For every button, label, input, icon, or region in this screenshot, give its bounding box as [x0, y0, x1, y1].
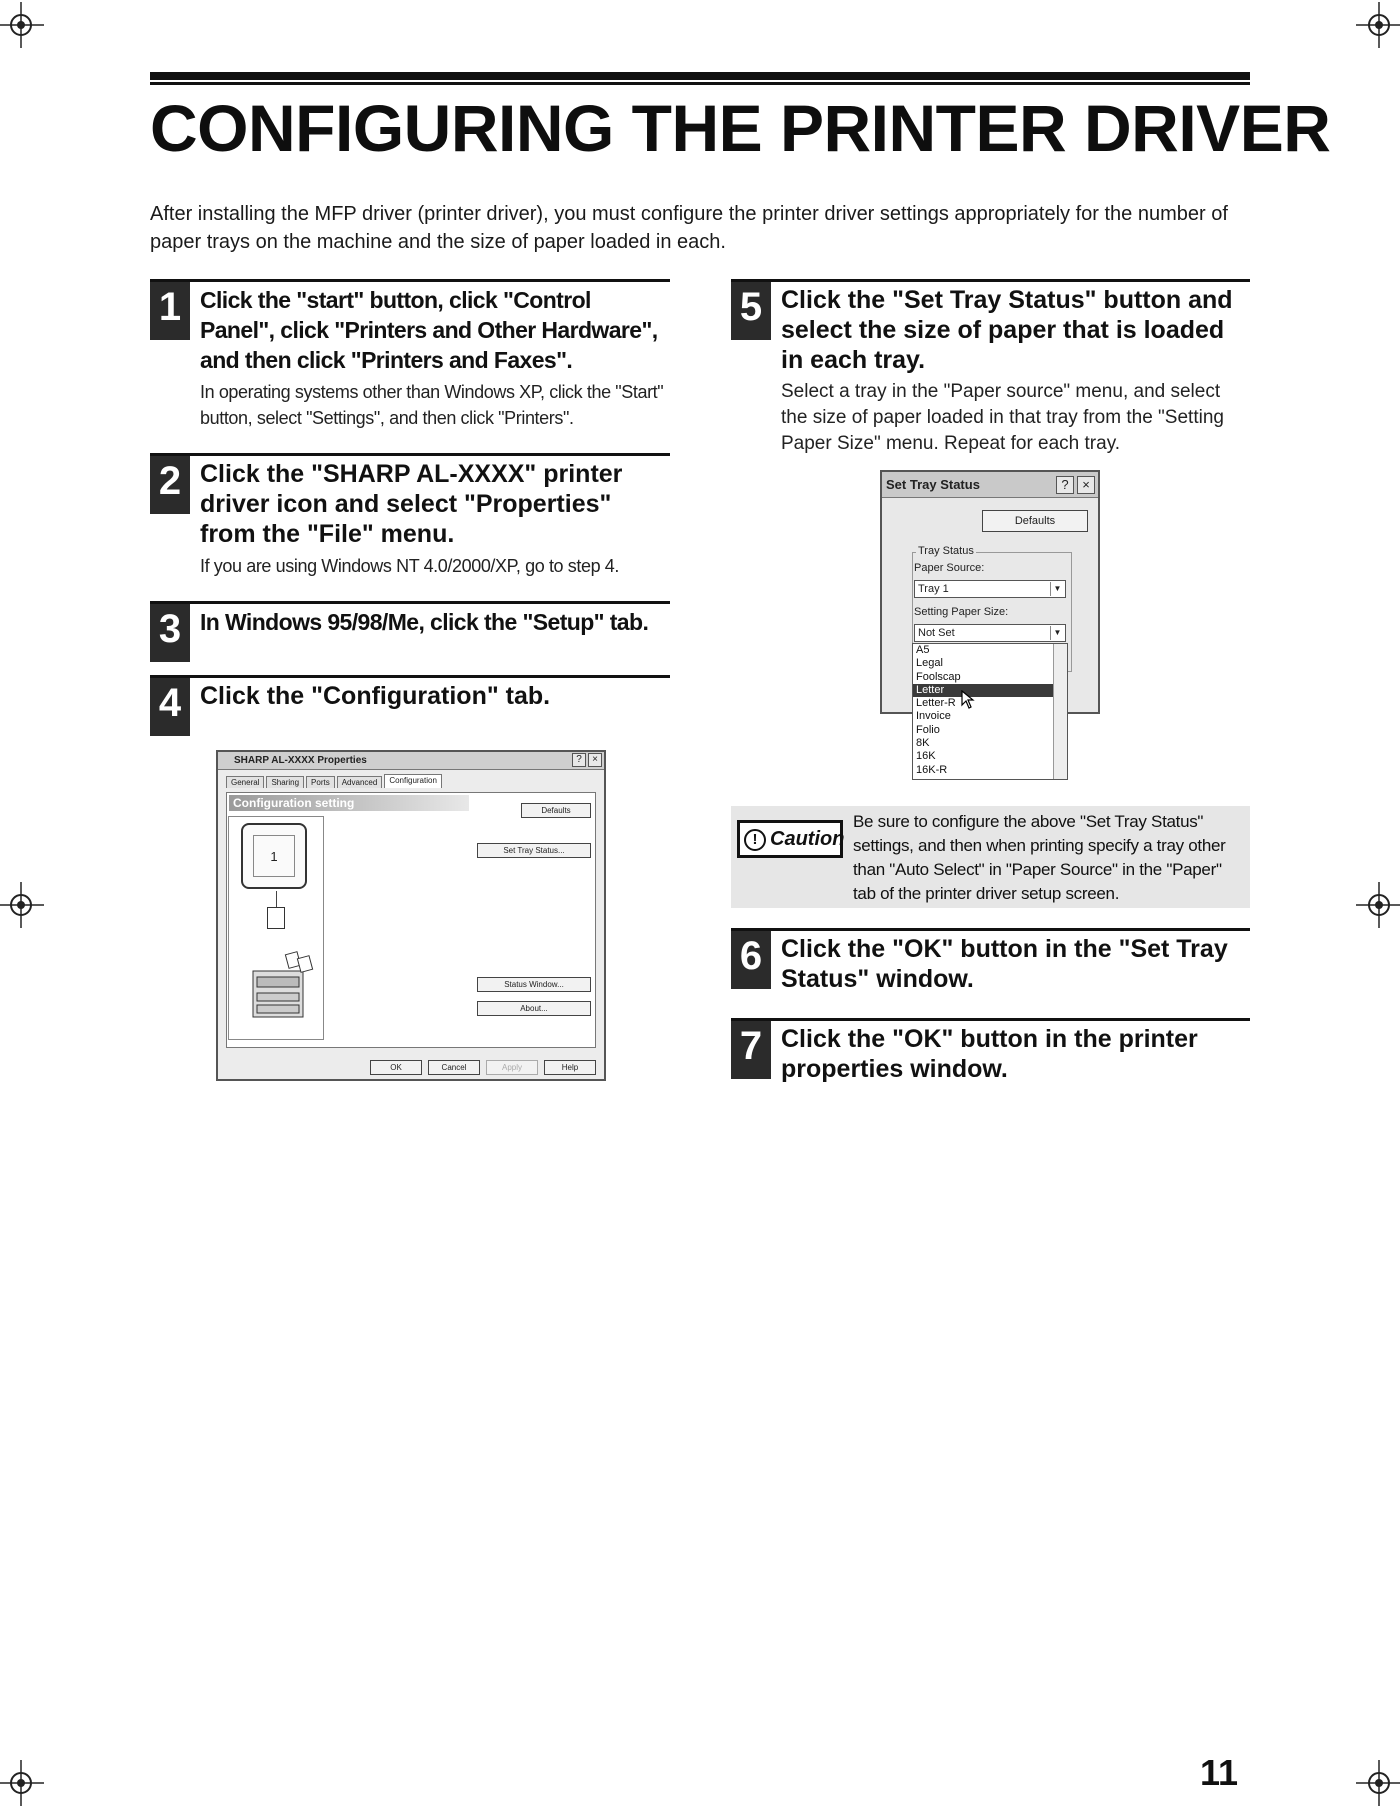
close-icon[interactable]: ×: [588, 753, 602, 767]
list-item[interactable]: 16K-R: [916, 763, 948, 776]
step-heading: Click the "OK" button in the printer properties window.: [781, 1025, 1198, 1083]
exclamation-icon: !: [744, 829, 766, 851]
dialog-title: SHARP AL-XXXX Properties: [234, 755, 367, 766]
group-label: Tray Status: [918, 545, 974, 557]
defaults-button[interactable]: Defaults: [521, 803, 591, 818]
page-title: CONFIGURING THE PRINTER DRIVER: [150, 91, 1331, 165]
printer-icon: [247, 947, 321, 1027]
list-item[interactable]: Foolscap: [916, 670, 961, 683]
mouse-cursor-icon: [961, 690, 975, 710]
list-item[interactable]: Legal: [916, 657, 943, 670]
paper-size-value: Not Set: [918, 627, 955, 639]
status-window-button[interactable]: Status Window...: [477, 977, 591, 992]
step-number: 6: [731, 931, 771, 989]
ok-button[interactable]: OK: [370, 1060, 422, 1075]
paper-source-label: Paper Source:: [914, 562, 985, 574]
step-number: 3: [150, 604, 190, 662]
registration-mark-icon: [1356, 2, 1400, 48]
connector-line: [276, 891, 277, 907]
about-button[interactable]: About...: [477, 1001, 591, 1016]
paper-size-label: Setting Paper Size:: [914, 606, 1009, 618]
dialog-title-bar: [218, 752, 604, 770]
list-item[interactable]: 16K: [916, 750, 936, 763]
tray-indicator: [241, 823, 307, 889]
step-heading: In Windows 95/98/Me, click the "Setup" tab.: [200, 609, 649, 635]
tab-configuration[interactable]: Configuration: [384, 774, 442, 788]
caution-label: Caution: [770, 828, 845, 850]
tray-number: 1: [253, 835, 295, 877]
list-item[interactable]: Invoice: [916, 710, 951, 723]
dialog-title: Set Tray Status: [886, 477, 980, 492]
paper-source-value: Tray 1: [918, 583, 949, 595]
set-tray-status-button[interactable]: Set Tray Status...: [477, 843, 591, 858]
scrollbar[interactable]: [1053, 644, 1067, 779]
tab-ports[interactable]: Ports: [306, 776, 335, 788]
close-icon[interactable]: ×: [1077, 476, 1095, 494]
paper-icon: [267, 907, 285, 929]
registration-mark-icon: [0, 882, 44, 928]
step-description: If you are using Windows NT 4.0/2000/XP, go to step 4.: [200, 556, 619, 576]
step-heading: Click the "start" button, click "Control Panel", click "Printers and Other Hardware", and then click "Printers and Faxes".: [200, 287, 658, 373]
step-heading: Click the "Set Tray Status" button and select the size of paper that is loaded in each tray.: [781, 286, 1233, 374]
registration-mark-icon: [1356, 1760, 1400, 1806]
paper-size-dropdown-list: [912, 643, 1068, 780]
step-number: 7: [731, 1021, 771, 1079]
page-number: 11: [1200, 1752, 1239, 1793]
help-icon[interactable]: ?: [572, 753, 586, 767]
tab-advanced[interactable]: Advanced: [337, 776, 383, 788]
chevron-down-icon: ▼: [1050, 582, 1064, 596]
step-1: [150, 279, 670, 434]
list-item[interactable]: Folio: [916, 723, 940, 736]
registration-mark-icon: [1356, 882, 1400, 928]
registration-mark-icon: [0, 1760, 44, 1806]
printer-diagram: [228, 816, 324, 1040]
step-6: [731, 928, 1250, 992]
step-number: 2: [150, 456, 190, 514]
caution-badge: [737, 820, 843, 858]
dialog-title-bar: [882, 472, 1098, 498]
step-2: [150, 453, 670, 583]
step-7: [731, 1018, 1250, 1082]
header-rule: [150, 72, 1250, 80]
step-heading: Click the "OK" button in the "Set Tray Status" window.: [781, 935, 1228, 993]
defaults-button[interactable]: Defaults: [982, 510, 1088, 532]
caution-box: [731, 806, 1250, 908]
paper-source-select[interactable]: [914, 580, 1066, 598]
apply-button[interactable]: Apply: [486, 1060, 538, 1075]
step-3: [150, 601, 670, 665]
step-number: 4: [150, 678, 190, 736]
step-heading: Click the "Configuration" tab.: [200, 682, 551, 710]
registration-mark-icon: [0, 2, 44, 48]
step-description: Select a tray in the "Paper source" menu, and select the size of paper loaded in that tray from the "Setting Paper Size" menu. Repeat for each tray.: [781, 381, 1224, 454]
list-item[interactable]: 8K: [916, 737, 930, 750]
panel-header: Configuration setting: [229, 795, 469, 811]
list-item[interactable]: A5: [916, 644, 930, 656]
step-description: In operating systems other than Windows XP, click the "Start" button, select "Settings", and then click "Printers".: [200, 382, 664, 428]
list-item-selected[interactable]: Letter: [913, 684, 1067, 697]
header-rule-thin: [150, 82, 1250, 85]
help-button[interactable]: Help: [544, 1060, 596, 1075]
list-item[interactable]: Letter-R: [916, 697, 956, 710]
paper-size-select[interactable]: [914, 624, 1066, 642]
caution-text: Be sure to configure the above "Set Tray Status" settings, and then when printing specify a tray other than "Auto Select" in "Paper Source" in the "Paper" tab of the printer driver setup screen.: [853, 812, 1226, 903]
tab-sharing[interactable]: Sharing: [266, 776, 304, 788]
step-number: 5: [731, 282, 771, 340]
step-number: 1: [150, 282, 190, 340]
step-heading: Click the "SHARP AL-XXXX" printer driver icon and select "Properties" from the "File" menu.: [200, 460, 623, 548]
step-4: [150, 675, 670, 739]
step-5: [731, 279, 1250, 459]
chevron-down-icon: ▼: [1050, 626, 1064, 640]
help-icon[interactable]: ?: [1056, 476, 1074, 494]
cancel-button[interactable]: Cancel: [428, 1060, 480, 1075]
tab-general[interactable]: General: [226, 776, 264, 788]
tab-bar: [226, 776, 442, 788]
intro-text: After installing the MFP driver (printer driver), you must configure the printer driver settings appropriately for the number of paper trays on the machine and the size of paper loaded in each.: [150, 203, 1228, 253]
properties-dialog: [216, 750, 606, 1081]
